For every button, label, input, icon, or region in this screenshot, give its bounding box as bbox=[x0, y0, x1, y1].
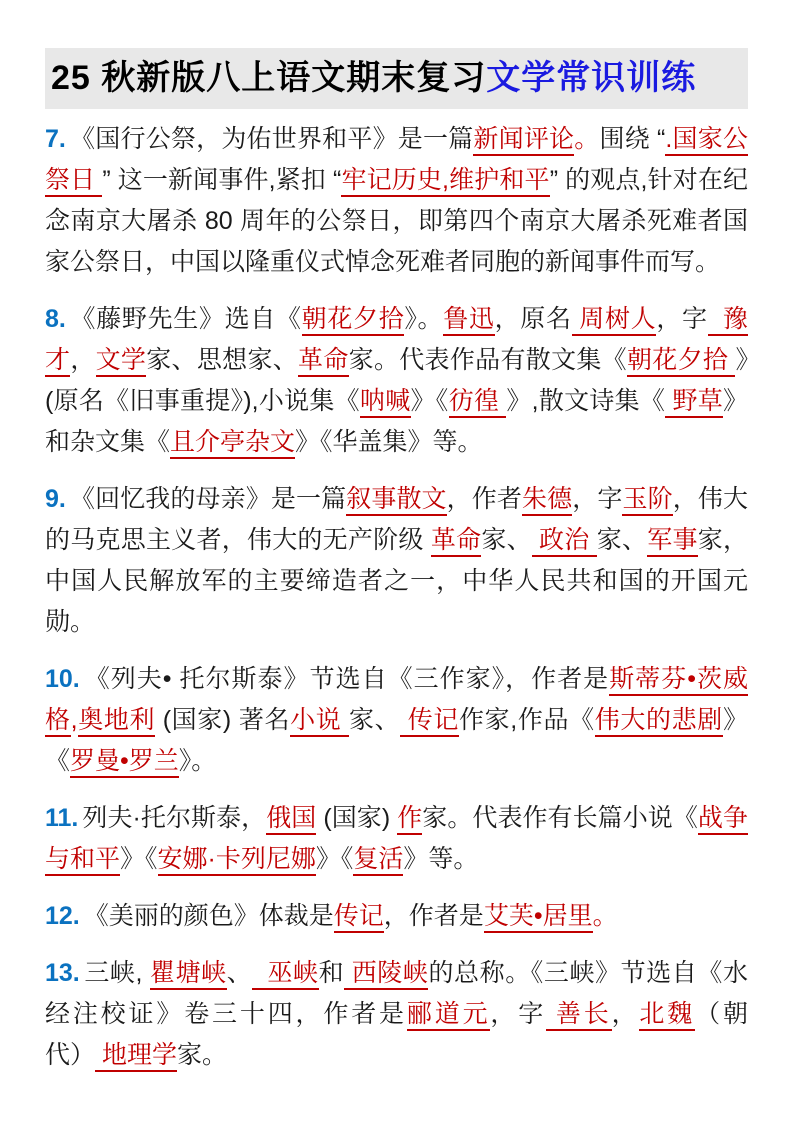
answer-blank: 郦道元 bbox=[407, 1000, 491, 1031]
answer-blank: 牢记历史,维护和平 bbox=[341, 166, 549, 197]
question-item bbox=[45, 953, 748, 1076]
answer-blank: 新闻评论 bbox=[473, 125, 574, 156]
question-text: ，字 bbox=[572, 485, 623, 513]
answer-blank: 彷徨 bbox=[449, 387, 507, 418]
answer-blank: 战争与和平 bbox=[45, 804, 748, 876]
question-text: 三峡, bbox=[83, 959, 150, 987]
item-number: 13. bbox=[45, 959, 80, 987]
item-number: 11. bbox=[45, 804, 79, 832]
question-text: ， bbox=[70, 346, 96, 374]
answer-blank: 革命 bbox=[431, 526, 482, 557]
answer-punctuation: , bbox=[70, 706, 78, 734]
item-number: 8. bbox=[45, 305, 66, 333]
question-item bbox=[45, 299, 748, 463]
answer-blank: 豫才 bbox=[45, 305, 748, 377]
question-text: ，作者是 bbox=[383, 902, 484, 930]
question-item bbox=[45, 896, 748, 937]
question-text: ，作者 bbox=[446, 485, 523, 513]
question-list bbox=[45, 119, 748, 1076]
answer-blank: 朱德 bbox=[522, 485, 572, 516]
answer-blank: 瞿塘峡 bbox=[150, 959, 227, 990]
question-text: 》。 bbox=[404, 305, 444, 333]
question-text: ” 这一新闻事件,紧扣 “ bbox=[102, 166, 342, 194]
question-text: 的总称。《三峡》节选自《水经注校证》卷三十四，作者是 bbox=[45, 959, 748, 1028]
answer-blank: 政治 bbox=[532, 526, 597, 557]
question-text: (国家) 著名 bbox=[155, 706, 291, 734]
question-text: 和 bbox=[318, 959, 345, 987]
answer-blank: 俄国 bbox=[266, 804, 316, 835]
question-text: 列夫·托尔斯泰， bbox=[82, 804, 267, 832]
item-number: 12. bbox=[45, 902, 80, 930]
question-text: 》《 bbox=[315, 845, 354, 873]
answer-blank: 朝花夕拾 bbox=[627, 346, 735, 377]
question-text: 《列夫• 托尔斯泰》节选自《三作家》，作者是 bbox=[83, 665, 610, 693]
answer-blank: 巫峡 bbox=[252, 959, 318, 990]
question-text: 、 bbox=[226, 959, 253, 987]
question-text: 《美丽的颜色》体裁是 bbox=[83, 902, 334, 930]
question-text: 作家,作品《 bbox=[459, 706, 595, 734]
title-prefix: 25 秋新版八上语文期末复习 bbox=[51, 59, 487, 97]
item-number: 9. bbox=[45, 485, 66, 513]
question-text: 》,散文诗集《 bbox=[506, 387, 666, 415]
question-text: （朝代） bbox=[45, 1000, 748, 1069]
answer-blank: 奥地利 bbox=[78, 706, 156, 737]
question-text: 》和杂文集《 bbox=[45, 387, 749, 456]
question-item bbox=[45, 119, 748, 283]
question-text: ，原名 bbox=[494, 305, 572, 333]
question-text: 家。代表作有长篇小说《 bbox=[422, 804, 698, 832]
question-text: (国家) bbox=[316, 804, 398, 832]
question-text: ，字 bbox=[490, 1000, 547, 1028]
question-text: ， bbox=[611, 1000, 640, 1028]
answer-blank: 斯蒂芬•茨威格 bbox=[45, 665, 748, 737]
question-text: ，伟大的马克思主义者，伟大的无产阶级 bbox=[45, 485, 748, 554]
answer-blank: .国家公祭日 bbox=[45, 125, 748, 197]
question-text: 《藤野先生》选自《 bbox=[69, 305, 302, 333]
item-number: 10. bbox=[45, 665, 80, 693]
answer-blank: 呐喊 bbox=[360, 387, 411, 418]
item-number: 7. bbox=[45, 125, 66, 153]
question-text: 家、 bbox=[481, 526, 532, 554]
question-text: 《国行公祭，为佑世界和平》是一篇 bbox=[69, 125, 474, 153]
question-text: 家。 bbox=[176, 1041, 227, 1069]
answer-blank: 且介亭杂文 bbox=[170, 428, 295, 459]
question-text: 围绕 “ bbox=[599, 125, 666, 153]
question-item bbox=[45, 659, 748, 782]
answer-blank: 罗曼•罗兰 bbox=[70, 747, 179, 778]
answer-blank: 伟大的悲剧 bbox=[595, 706, 723, 737]
question-text: 》(原名《旧事重提》),小说集《 bbox=[45, 346, 748, 415]
question-text: 》等。 bbox=[403, 845, 479, 873]
answer-blank: 作 bbox=[397, 804, 422, 835]
answer-blank: 传记 bbox=[400, 706, 459, 737]
answer-blank: 鲁迅 bbox=[443, 305, 494, 336]
answer-blank: 复活 bbox=[353, 845, 403, 876]
question-text: 家、思想家、 bbox=[146, 346, 299, 374]
question-text: 》《 bbox=[45, 706, 748, 775]
answer-punctuation: 。 bbox=[592, 902, 618, 930]
answer-blank: 西陵峡 bbox=[344, 959, 428, 990]
answer-punctuation: 。 bbox=[574, 125, 600, 153]
answer-blank: 传记 bbox=[334, 902, 384, 933]
question-text: 》《华盖集》等。 bbox=[295, 428, 483, 456]
answer-blank: 善长 bbox=[546, 1000, 611, 1031]
answer-blank: 艾芙•居里 bbox=[484, 902, 593, 933]
answer-blank: 军事 bbox=[647, 526, 698, 557]
question-text: 》《 bbox=[410, 387, 449, 415]
answer-blank: 小说 bbox=[290, 706, 349, 737]
question-text: ” 的观点,针对在纪念南京大屠杀 80 周年的公祭日，即第四个南京大屠杀死难者国家公祭日，中国以隆重仪式悼念死难者同胞的新闻事件而写。 bbox=[45, 166, 748, 276]
title-highlight: 文学常识训练 bbox=[486, 59, 697, 97]
question-item bbox=[45, 479, 748, 643]
page-title bbox=[45, 48, 748, 109]
answer-blank: 朝花夕拾 bbox=[302, 305, 405, 336]
answer-blank: 周树人 bbox=[572, 305, 657, 336]
answer-blank: 野草 bbox=[665, 387, 723, 418]
question-text: 家、 bbox=[348, 706, 401, 734]
answer-blank: 安娜·卡列尼娜 bbox=[158, 845, 316, 876]
question-text: ，字 bbox=[656, 305, 708, 333]
answer-blank: 玉阶 bbox=[622, 485, 672, 516]
answer-blank: 革命 bbox=[298, 346, 349, 377]
answer-blank: 地理学 bbox=[95, 1041, 177, 1072]
question-item bbox=[45, 798, 748, 880]
question-text: 家，中国人民解放军的主要缔造者之一，中华人民共和国的开国元勋。 bbox=[45, 526, 748, 636]
answer-blank: 北魏 bbox=[639, 1000, 695, 1031]
question-text: 家、 bbox=[596, 526, 648, 554]
question-text: 《回忆我的母亲》是一篇 bbox=[69, 485, 347, 513]
question-text: 家。代表作品有散文集《 bbox=[348, 346, 627, 374]
question-text: 》《 bbox=[120, 845, 158, 873]
answer-blank: 叙事散文 bbox=[346, 485, 446, 516]
question-text: 》。 bbox=[178, 747, 217, 775]
answer-blank: 文学 bbox=[96, 346, 147, 377]
